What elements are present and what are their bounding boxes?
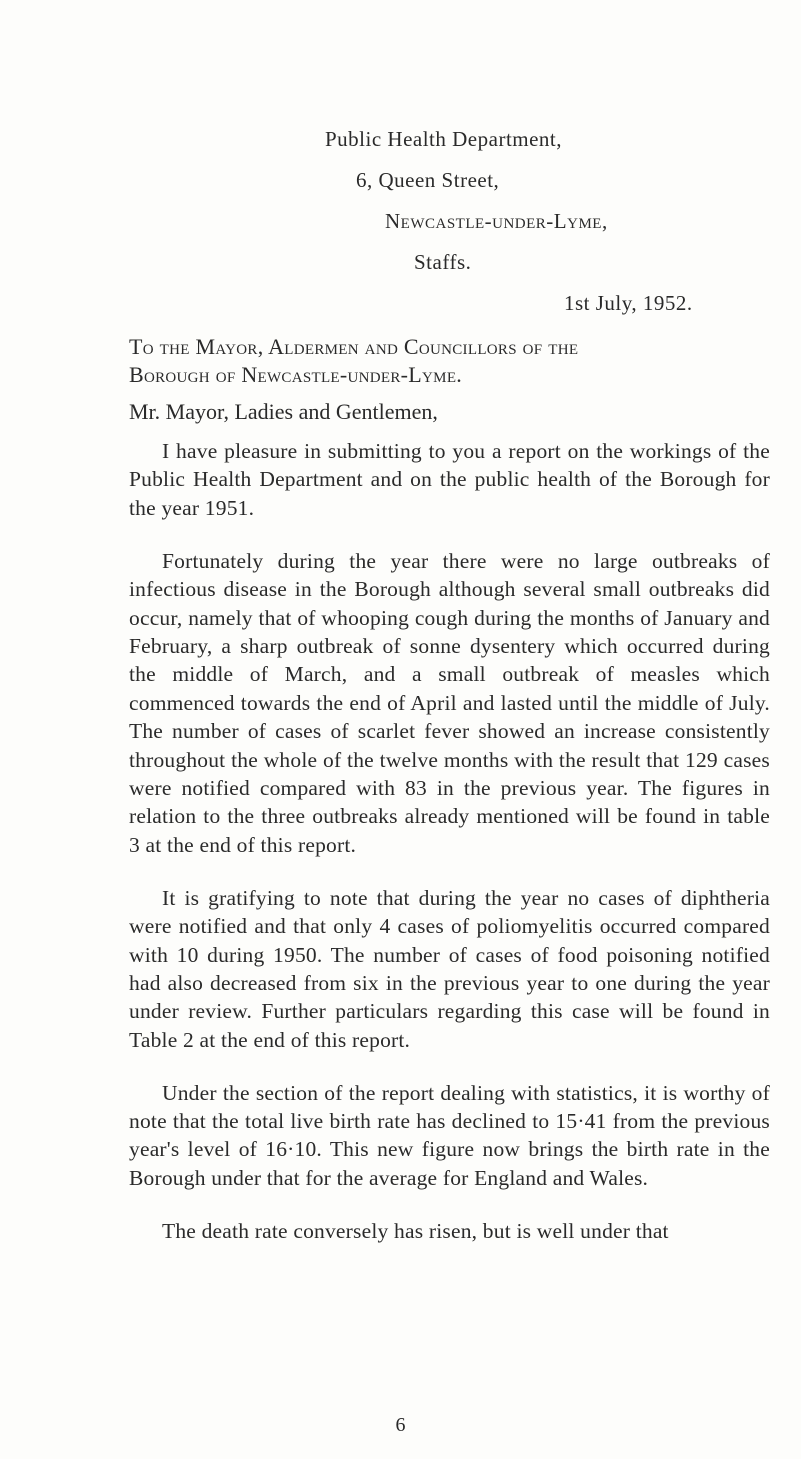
paragraph-3: It is gratifying to note that during the year no cases of diphtheria were notified and that only 4 cases of poliomyelitis occurred compared with 10 during 1950. The number of cases of food poisoning notified had also decreased from six in the previous year to one during the year under review. Further particulars regarding this case will be found in Table 2 at the end of this report.: [129, 885, 770, 1052]
addressee-line-2: Borough of Newcastle-under-Lyme.: [129, 362, 463, 387]
letterhead-department: Public Health Department,: [325, 127, 563, 151]
paragraph-2: Fortunately during the year there were no large outbreaks of infectious disease in the Borough although several small outbreaks did occur, namely that of whooping cough during the months of January and February, a sharp outbreak of sonne dysentery which occurred during the middle of March, and a small outbreak of measles which commenced towards the end of April and lasted until the middle of July. The number of cases of scarlet fever showed an increase consistently throughout the whole of the twelve months with the result that 129 cases were notified compared with 83 in the previous year. The figures in relation to the three outbreaks already mentioned will be found in table 3 at the end of this report.: [129, 548, 770, 857]
letterhead-street: 6, Queen Street,: [356, 168, 500, 192]
salutation: Mr. Mayor, Ladies and Gentlemen,: [129, 399, 438, 424]
page-number: 6: [395, 1414, 406, 1436]
letter-date: 1st July, 1952.: [564, 291, 693, 315]
paragraph-5: The death rate conversely has risen, but is well under that: [162, 1218, 669, 1243]
letterhead-town: Newcastle-under-Lyme,: [385, 209, 608, 233]
addressee-line-1: To the Mayor, Aldermen and Councillors of the: [129, 334, 579, 359]
letterhead-county: Staffs.: [414, 250, 472, 274]
paragraph-4: Under the section of the report dealing with statistics, it is worthy of note that the total live birth rate has declined to 15·41 from the previous year's level of 16·10. This new figure now brings the birth rate in the Borough under that for the average for England and Wales.: [129, 1080, 770, 1190]
paragraph-1: I have pleasure in submitting to you a report on the workings of the Public Health Department and on the public health of the Borough for the year 1951.: [129, 439, 770, 520]
letter-body: [129, 437, 770, 1270]
